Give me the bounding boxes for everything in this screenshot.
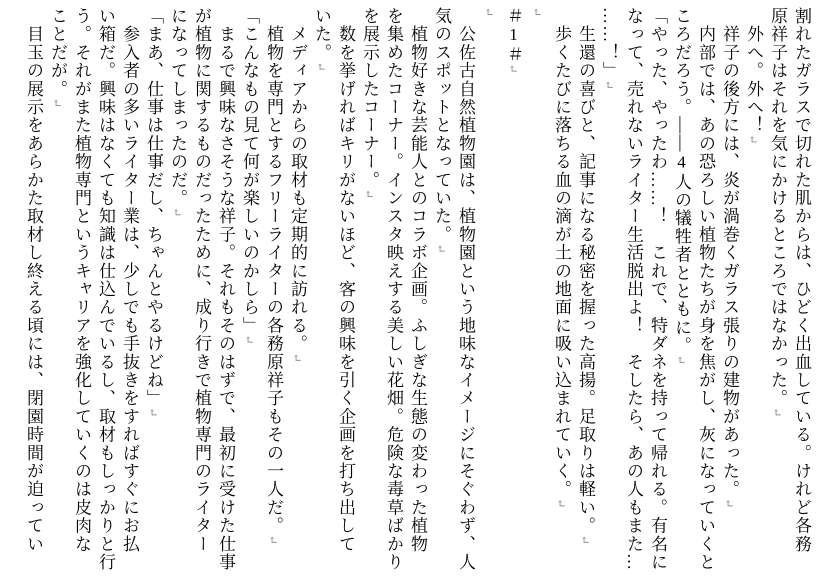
text-line bbox=[381, 7, 405, 574]
paragraph-return-icon: ↵ bbox=[506, 63, 520, 74]
text-line bbox=[69, 7, 93, 574]
text-line-content: まるで興味なさそうな祥子。それもそのはずで、最初に受けた仕事 bbox=[216, 7, 235, 572]
text-line-content: 目玉の展示をあらかた取材し終える頃には、閉園時間が迫ってい bbox=[24, 7, 43, 553]
text-line bbox=[45, 7, 69, 574]
text-line bbox=[717, 7, 741, 574]
text-line bbox=[549, 7, 573, 574]
text-line-content: が植物に関するものだったために、成り行きで植物専門のライター bbox=[192, 7, 211, 553]
text-line-content: 祥子の後方には、炎が渦巻くガラス張りの建物があった。 bbox=[720, 7, 739, 499]
text-line-content: 割れたガラスで切れた肌からは、ひどく出血している。けれど各務 bbox=[792, 7, 811, 553]
text-line-content: 植物好きな芸能人とのコラボ企画。ふしぎな生態の変わった植物 bbox=[408, 7, 427, 553]
text-line bbox=[405, 7, 429, 574]
paragraph-return-icon: ↵ bbox=[530, 7, 544, 18]
paragraph-return-icon: ↵ bbox=[674, 354, 688, 365]
text-line-content: 公佐古自然植物園は、植物園という地味なイメージにそぐわず、人 bbox=[456, 7, 475, 572]
paragraph-return-icon: ↵ bbox=[434, 243, 448, 254]
paragraph-return-icon: ↵ bbox=[482, 7, 496, 18]
text-line bbox=[429, 7, 453, 574]
text-line bbox=[165, 7, 189, 574]
paragraph-return-icon: ↵ bbox=[290, 352, 304, 363]
paragraph-return-icon: ↵ bbox=[242, 334, 256, 345]
text-line-content: 気のスポットとなっていた。 bbox=[432, 7, 451, 244]
text-line-content: い箱だ。興味はなくても知識は仕込んでいるし、取材もしっかりと行 bbox=[96, 7, 115, 572]
paragraph-return-icon: ↵ bbox=[362, 189, 376, 200]
text-line bbox=[117, 7, 141, 574]
text-line-content: ことだが。 bbox=[48, 7, 67, 98]
text-line bbox=[621, 7, 645, 574]
text-line bbox=[261, 7, 285, 574]
text-line-content: 外へ。外へ！ bbox=[744, 7, 763, 135]
paragraph-return-icon: ↵ bbox=[722, 498, 736, 509]
upright-digit: 4 bbox=[672, 152, 691, 173]
text-lines bbox=[21, 7, 813, 574]
upright-digit: 1 bbox=[504, 25, 523, 46]
paragraph-return-icon: ↵ bbox=[554, 498, 568, 509]
paragraph-return-icon: ↵ bbox=[266, 534, 280, 545]
paragraph-return-icon: ↵ bbox=[314, 61, 328, 72]
text-line bbox=[669, 7, 693, 574]
text-line-content: う。それがまた植物専門というキャリアを強化していくのは皮肉な bbox=[72, 7, 91, 553]
text-line-content: 参入者の多いライター業は、少しでも手抜きをすればすぐにお払 bbox=[120, 7, 139, 553]
text-line bbox=[309, 7, 333, 574]
text-line bbox=[285, 7, 309, 574]
text-line bbox=[93, 7, 117, 574]
text-line bbox=[573, 7, 597, 574]
text-line bbox=[501, 7, 525, 574]
text-line-content: 植物を専門とするフリーライターの各務原祥子もその一人だ。 bbox=[264, 7, 283, 535]
text-line bbox=[693, 7, 717, 574]
paragraph-return-icon: ↵ bbox=[746, 134, 760, 145]
text-line-content: 歩くたびに落ちる血の滴が土の地面に吸い込まれていく。 bbox=[552, 7, 571, 499]
text-line-content: 数を挙げればキリがないほど、客の興味を引く企画を打ち出して bbox=[336, 7, 355, 553]
text-line bbox=[213, 7, 237, 574]
text-line bbox=[477, 7, 501, 574]
text-line-content: 「こんなもの見て何が楽しいのかしら」 bbox=[240, 7, 259, 335]
text-line-content: になってしまったのだ。 bbox=[168, 7, 187, 208]
text-line bbox=[525, 7, 549, 574]
text-line-content: なって、売れないライター生活脱出よ！ そしたら、あの人もまた… bbox=[624, 7, 643, 572]
text-line bbox=[597, 7, 621, 574]
text-line-content: いた。 bbox=[312, 7, 331, 62]
text-line-content: 内部では、あの恐ろしい植物たちが身を焦がし、灰になっていくと bbox=[696, 7, 715, 572]
paragraph-return-icon: ↵ bbox=[602, 79, 616, 90]
text-line bbox=[645, 7, 669, 574]
text-line-content: を集めたコーナー。インスタ映えする美しい花畑。危険な毒草ばかり bbox=[384, 7, 403, 572]
text-line-content: 生還の喜びと、記事になる秘密を握った高揚。足取りは軽い。 bbox=[576, 7, 595, 535]
paragraph-return-icon: ↵ bbox=[770, 407, 784, 418]
text-line bbox=[357, 7, 381, 574]
text-line bbox=[237, 7, 261, 574]
text-line bbox=[765, 7, 789, 574]
paragraph-return-icon: ↵ bbox=[50, 98, 64, 109]
text-line-content: ＃1＃ bbox=[504, 7, 523, 64]
paragraph-return-icon: ↵ bbox=[578, 534, 592, 545]
text-line-content: メディアからの取材も定期的に訪れる。 bbox=[288, 7, 307, 353]
text-line-content: 「やった、やったわ……！ これで、特ダネを持って帰れる。有名に bbox=[648, 7, 667, 572]
text-line-content: ……！」 bbox=[600, 7, 619, 80]
paragraph-return-icon: ↵ bbox=[146, 407, 160, 418]
text-line-content: 「まあ、仕事は仕事だし、ちゃんとやるけどね」 bbox=[144, 7, 163, 408]
text-line bbox=[789, 7, 813, 574]
text-line bbox=[741, 7, 765, 574]
text-line-content: 原祥子はそれを気にかけるところではなかった。 bbox=[768, 7, 787, 408]
text-line bbox=[21, 7, 45, 574]
text-line-content: ころだろう。――4人の犠牲者とともに。 bbox=[672, 7, 691, 355]
text-line bbox=[453, 7, 477, 574]
text-line bbox=[141, 7, 165, 574]
text-line bbox=[333, 7, 357, 574]
text-line-content: を展示したコーナー。 bbox=[360, 7, 379, 189]
paragraph-return-icon: ↵ bbox=[170, 207, 184, 218]
text-line bbox=[189, 7, 213, 574]
